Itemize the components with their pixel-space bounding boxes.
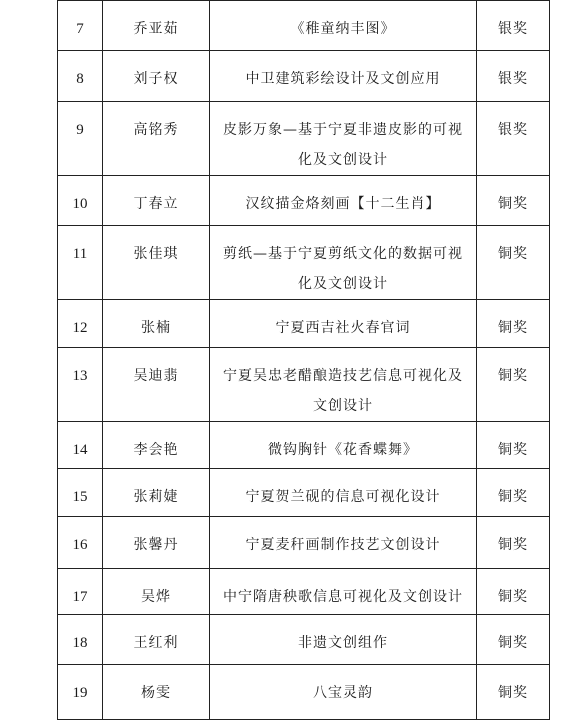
award-cell	[477, 469, 550, 517]
name-cell	[103, 517, 210, 569]
name-cell	[103, 176, 210, 226]
row-number: 10	[72, 196, 88, 212]
award-level: 银奖	[498, 122, 528, 138]
table-row	[58, 665, 550, 720]
table-row	[58, 1, 550, 51]
winner-name: 杨雯	[141, 685, 171, 701]
award-level: 铜奖	[498, 196, 528, 212]
award-level: 铜奖	[498, 589, 528, 605]
work-title: 宁夏吴忠老醋酿造技艺信息可视化及文创设计	[223, 368, 463, 414]
row-number: 13	[72, 368, 88, 384]
work-title-cell	[210, 300, 477, 348]
award-level: 铜奖	[498, 685, 528, 701]
work-title: 非遗文创组作	[298, 635, 388, 651]
work-title: 八宝灵韵	[313, 685, 373, 701]
work-title-cell	[210, 226, 477, 300]
winner-name: 王红利	[133, 635, 179, 651]
work-title-cell	[210, 469, 477, 517]
row-number-cell	[58, 51, 103, 102]
name-cell	[103, 348, 210, 422]
winner-name: 刘子权	[133, 71, 179, 87]
row-number-cell	[58, 422, 103, 469]
work-title: 皮影万象—基于宁夏非遗皮影的可视化及文创设计	[223, 122, 463, 168]
table-row	[58, 51, 550, 102]
row-number: 9	[76, 122, 84, 138]
row-number: 8	[76, 71, 84, 87]
award-cell	[477, 517, 550, 569]
work-title-cell	[210, 665, 477, 720]
table-row	[58, 615, 550, 665]
award-level: 银奖	[498, 71, 528, 87]
row-number: 12	[72, 320, 88, 336]
award-cell	[477, 348, 550, 422]
row-number: 15	[72, 489, 88, 505]
name-cell	[103, 226, 210, 300]
award-cell	[477, 1, 550, 51]
row-number-cell	[58, 102, 103, 176]
winner-name: 丁春立	[133, 196, 179, 212]
name-cell	[103, 469, 210, 517]
table-row	[58, 300, 550, 348]
award-cell	[477, 300, 550, 348]
work-title: 中卫建筑彩绘设计及文创应用	[245, 71, 441, 87]
winner-name: 乔亚茹	[133, 21, 179, 37]
row-number: 17	[72, 589, 88, 605]
work-title: 微钩胸针《花香蝶舞》	[268, 442, 418, 458]
winner-name: 张莉婕	[133, 489, 179, 505]
row-number: 7	[76, 21, 84, 37]
award-level: 铜奖	[498, 537, 528, 553]
row-number: 11	[72, 246, 88, 262]
work-title: 宁夏贺兰砚的信息可视化设计	[245, 489, 441, 505]
award-level: 铜奖	[498, 246, 528, 262]
work-title-cell	[210, 569, 477, 615]
row-number-cell	[58, 615, 103, 665]
row-number: 19	[72, 685, 88, 701]
name-cell	[103, 1, 210, 51]
row-number-cell	[58, 665, 103, 720]
winner-name: 李会艳	[133, 442, 179, 458]
row-number-cell	[58, 226, 103, 300]
award-level: 银奖	[498, 21, 528, 37]
award-level: 铜奖	[498, 635, 528, 651]
row-number-cell	[58, 348, 103, 422]
name-cell	[103, 422, 210, 469]
work-title: 汉纹描金烙刻画【十二生肖】	[245, 196, 441, 212]
work-title-cell	[210, 102, 477, 176]
name-cell	[103, 102, 210, 176]
name-cell	[103, 51, 210, 102]
award-cell	[477, 176, 550, 226]
award-level: 铜奖	[498, 320, 528, 336]
work-title: 宁夏西吉社火春官词	[275, 320, 411, 336]
work-title-cell	[210, 176, 477, 226]
row-number: 14	[72, 442, 88, 458]
award-cell	[477, 422, 550, 469]
work-title-cell	[210, 517, 477, 569]
winner-name: 吴迪翡	[133, 368, 179, 384]
row-number-cell	[58, 469, 103, 517]
table-row	[58, 469, 550, 517]
work-title-cell	[210, 615, 477, 665]
work-title-cell	[210, 348, 477, 422]
name-cell	[103, 300, 210, 348]
row-number-cell	[58, 1, 103, 51]
table-row	[58, 348, 550, 422]
winner-name: 张楠	[141, 320, 171, 336]
name-cell	[103, 615, 210, 665]
row-number-cell	[58, 569, 103, 615]
award-cell	[477, 569, 550, 615]
work-title-cell	[210, 1, 477, 51]
work-title: 宁夏麦秆画制作技艺文创设计	[245, 537, 441, 553]
work-title-cell	[210, 51, 477, 102]
row-number-cell	[58, 517, 103, 569]
row-number-cell	[58, 176, 103, 226]
award-cell	[477, 226, 550, 300]
row-number: 18	[72, 635, 88, 651]
table-row	[58, 102, 550, 176]
row-number: 16	[72, 537, 88, 553]
name-cell	[103, 569, 210, 615]
table-row	[58, 176, 550, 226]
winner-name: 张馨丹	[133, 537, 179, 553]
award-level: 铜奖	[498, 489, 528, 505]
award-level: 铜奖	[498, 368, 528, 384]
table-row	[58, 517, 550, 569]
winner-name: 高铭秀	[133, 122, 179, 138]
work-title: 中宁隋唐秧歌信息可视化及文创设计	[223, 589, 463, 605]
row-number-cell	[58, 300, 103, 348]
work-title: 《稚童纳丰图》	[290, 21, 396, 37]
table-row	[58, 422, 550, 469]
work-title-cell	[210, 422, 477, 469]
award-level: 铜奖	[498, 442, 528, 458]
work-title: 剪纸—基于宁夏剪纸文化的数据可视化及文创设计	[223, 246, 463, 292]
table-row	[58, 226, 550, 300]
winner-name: 张佳琪	[133, 246, 179, 262]
award-cell	[477, 102, 550, 176]
award-cell	[477, 615, 550, 665]
awards-table	[57, 0, 550, 720]
award-cell	[477, 665, 550, 720]
name-cell	[103, 665, 210, 720]
winner-name: 吴烨	[141, 589, 171, 605]
table-row	[58, 569, 550, 615]
award-cell	[477, 51, 550, 102]
